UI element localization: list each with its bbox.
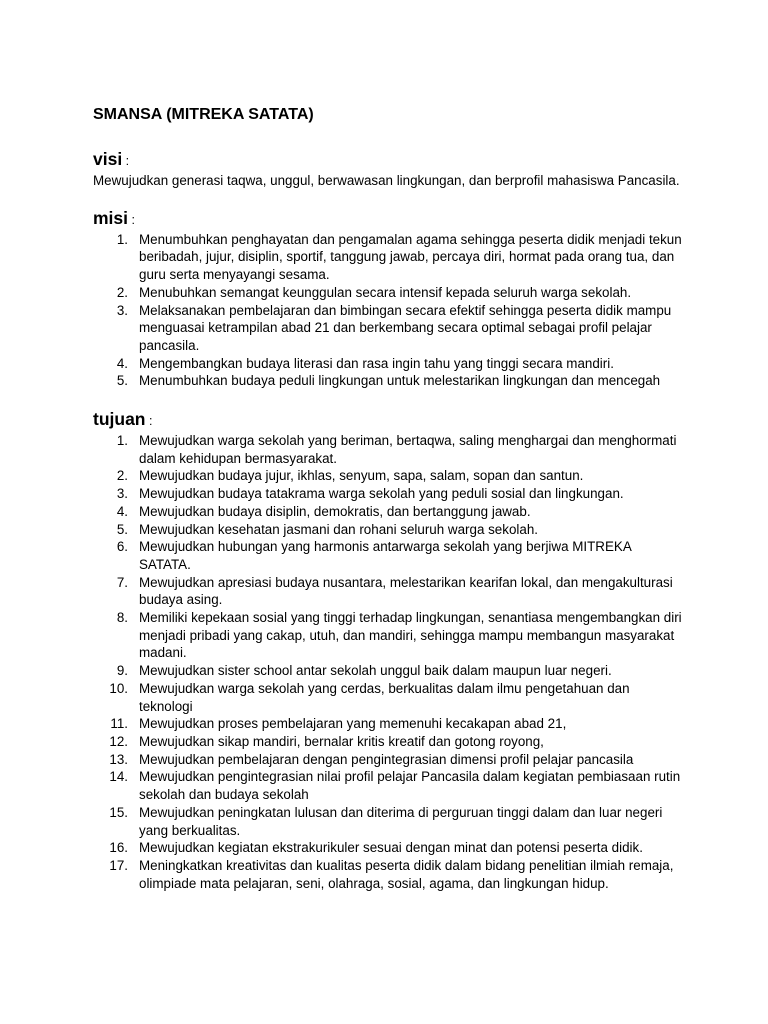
misi-item-number: 1. — [116, 231, 128, 247]
tujuan-list-item — [93, 768, 683, 803]
tujuan-list-item — [93, 857, 683, 892]
tujuan-section — [93, 407, 683, 892]
tujuan-item-number: 5. — [116, 521, 128, 537]
tujuan-item-number: 4. — [116, 503, 128, 519]
tujuan-item-number: 9. — [116, 663, 128, 679]
misi-item-text: Menubuhkan semangat keunggulan secara intensif kepada seluruh warga sekolah. — [139, 284, 632, 300]
tujuan-item-number: 12. — [109, 733, 128, 749]
misi-item-number: 5. — [116, 373, 128, 389]
misi-item-text: Mengembangkan budaya literasi dan rasa ingin tahu yang tinggi secara mandiri. — [139, 355, 614, 371]
visi-text: Mewujudkan generasi taqwa, unggul, berwawasan lingkungan, dan berprofil mahasiswa Pancasila. — [93, 173, 680, 188]
tujuan-list-item — [93, 485, 683, 503]
misi-heading — [93, 206, 683, 231]
tujuan-item-text: Mewujudkan budaya disiplin, demokratis, dan bertanggung jawab. — [139, 503, 531, 519]
misi-item-number: 2. — [116, 284, 128, 300]
document-title: SMANSA (MITREKA SATATA) — [93, 106, 314, 123]
misi-heading-word: misi — [93, 207, 129, 228]
tujuan-list-item — [93, 467, 683, 485]
tujuan-item-number: 11. — [110, 716, 128, 732]
misi-item-number: 4. — [116, 355, 128, 371]
tujuan-item-number: 15. — [109, 804, 128, 820]
tujuan-list-item — [93, 432, 683, 467]
tujuan-item-text: Mewujudkan pembelajaran dengan pengintegrasian dimensi profil pelajar pancasila — [139, 751, 634, 767]
tujuan-item-number: 17. — [109, 857, 128, 873]
tujuan-list-item — [93, 662, 683, 680]
tujuan-list-item — [93, 751, 683, 769]
tujuan-list-item — [93, 521, 683, 539]
tujuan-item-number: 10. — [109, 680, 128, 696]
tujuan-list-item — [93, 503, 683, 521]
tujuan-list-item — [93, 609, 683, 662]
tujuan-item-number: 6. — [116, 539, 128, 555]
tujuan-list-item — [93, 574, 683, 609]
misi-list-item — [93, 231, 683, 284]
tujuan-item-text: Mewujudkan warga sekolah yang beriman, bertaqwa, saling menghargai dan menghormati dalam kehidupan bermasyarakat. — [139, 433, 677, 466]
tujuan-item-number: 13. — [109, 751, 128, 767]
tujuan-list-item — [93, 715, 683, 733]
visi-heading — [93, 147, 683, 172]
tujuan-heading — [93, 407, 683, 432]
tujuan-item-text: Mewujudkan kegiatan ekstrakurikuler sesuai dengan minat dan potensi peserta didik. — [139, 840, 643, 856]
misi-item-text: Melaksanakan pembelajaran dan bimbingan secara efektif sehingga peserta didik mampu menguasai ketrampilan abad 21 dan berkembang secara optimal sebagai profil pelajar pancasila. — [139, 302, 672, 353]
tujuan-item-number: 7. — [116, 574, 128, 590]
misi-item-text: Menumbuhkan budaya peduli lingkungan untuk melestarikan lingkungan dan mencegah — [139, 373, 661, 389]
tujuan-item-number: 14. — [109, 769, 128, 785]
tujuan-item-text: Mewujudkan budaya jujur, ikhlas, senyum, sapa, salam, sopan dan santun. — [139, 468, 584, 484]
misi-list-item — [93, 302, 683, 355]
misi-section — [93, 206, 683, 390]
tujuan-item-text: Mewujudkan apresiasi budaya nusantara, melestarikan kearifan lokal, dan mengakulturasi budaya asing. — [139, 574, 673, 608]
tujuan-item-number: 2. — [116, 468, 128, 484]
tujuan-list — [93, 432, 683, 892]
tujuan-item-number: 1. — [116, 433, 128, 449]
tujuan-item-text: Mewujudkan proses pembelajaran yang memenuhi kecakapan abad 21, — [139, 716, 567, 732]
tujuan-list-item — [93, 733, 683, 751]
tujuan-item-text: Mewujudkan sister school antar sekolah unggul baik dalam maupun luar negeri. — [139, 663, 612, 679]
tujuan-heading-word: tujuan — [93, 409, 146, 430]
tujuan-item-text: Mewujudkan warga sekolah yang cerdas, berkualitas dalam ilmu pengetahuan dan teknologi — [139, 680, 630, 714]
tujuan-item-text: Mewujudkan budaya tatakrama warga sekolah yang peduli sosial dan lingkungan. — [139, 486, 624, 502]
tujuan-item-text: Mewujudkan kesehatan jasmani dan rohani seluruh warga sekolah. — [139, 521, 538, 537]
tujuan-item-text: Memiliki kepekaan sosial yang tinggi terhadap lingkungan, senantiasa mengembangkan diri menjadi pribadi yang cakap, utuh, dan mandiri, sehingga mampu membangun masyarakat madani. — [139, 610, 682, 661]
tujuan-item-number: 16. — [109, 840, 128, 856]
tujuan-item-number: 8. — [116, 610, 128, 626]
tujuan-item-number: 3. — [116, 486, 128, 502]
misi-heading-colon: : — [128, 212, 135, 227]
tujuan-heading-colon: : — [145, 414, 153, 429]
misi-list-item — [93, 284, 683, 302]
misi-list — [93, 231, 683, 390]
misi-list-item — [93, 355, 683, 373]
misi-list-item — [93, 372, 683, 390]
tujuan-list-item — [93, 538, 683, 573]
tujuan-item-text: Mewujudkan pengintegrasian nilai profil pelajar Pancasila dalam kegiatan pembiasaan rutin sekolah dan budaya sekolah — [139, 769, 681, 803]
tujuan-list-item — [93, 804, 683, 839]
document-page — [93, 104, 683, 892]
tujuan-item-text: Mewujudkan peningkatan lulusan dan diterima di perguruan tinggi dalam dan luar negeri yang berkualitas. — [139, 804, 663, 838]
visi-heading-colon: : — [122, 154, 130, 168]
tujuan-list-item — [93, 680, 683, 715]
visi-section — [93, 147, 683, 190]
tujuan-item-text: Mewujudkan sikap mandiri, bernalar kritis kreatif dan gotong royong, — [139, 733, 544, 749]
tujuan-item-text: Meningkatkan kreativitas dan kualitas peserta didik dalam bidang penelitian ilmiah remaja, olimpiade mata pelajaran, seni, olahraga, sosial, agama, dan lingkungan hidup. — [139, 857, 674, 891]
misi-item-number: 3. — [116, 302, 128, 318]
visi-heading-word: visi — [93, 149, 123, 169]
misi-item-text: Menumbuhkan penghayatan dan pengamalan agama sehingga peserta didik menjadi tekun beribadah, jujur, disiplin, sportif, tanggung jawab, percaya diri, hormat pada orang tua, dan guru serta menyayangi sesama. — [139, 231, 682, 283]
tujuan-item-text: Mewujudkan hubungan yang harmonis antarwarga sekolah yang berjiwa MITREKA SATATA. — [139, 539, 632, 572]
tujuan-list-item — [93, 839, 683, 857]
